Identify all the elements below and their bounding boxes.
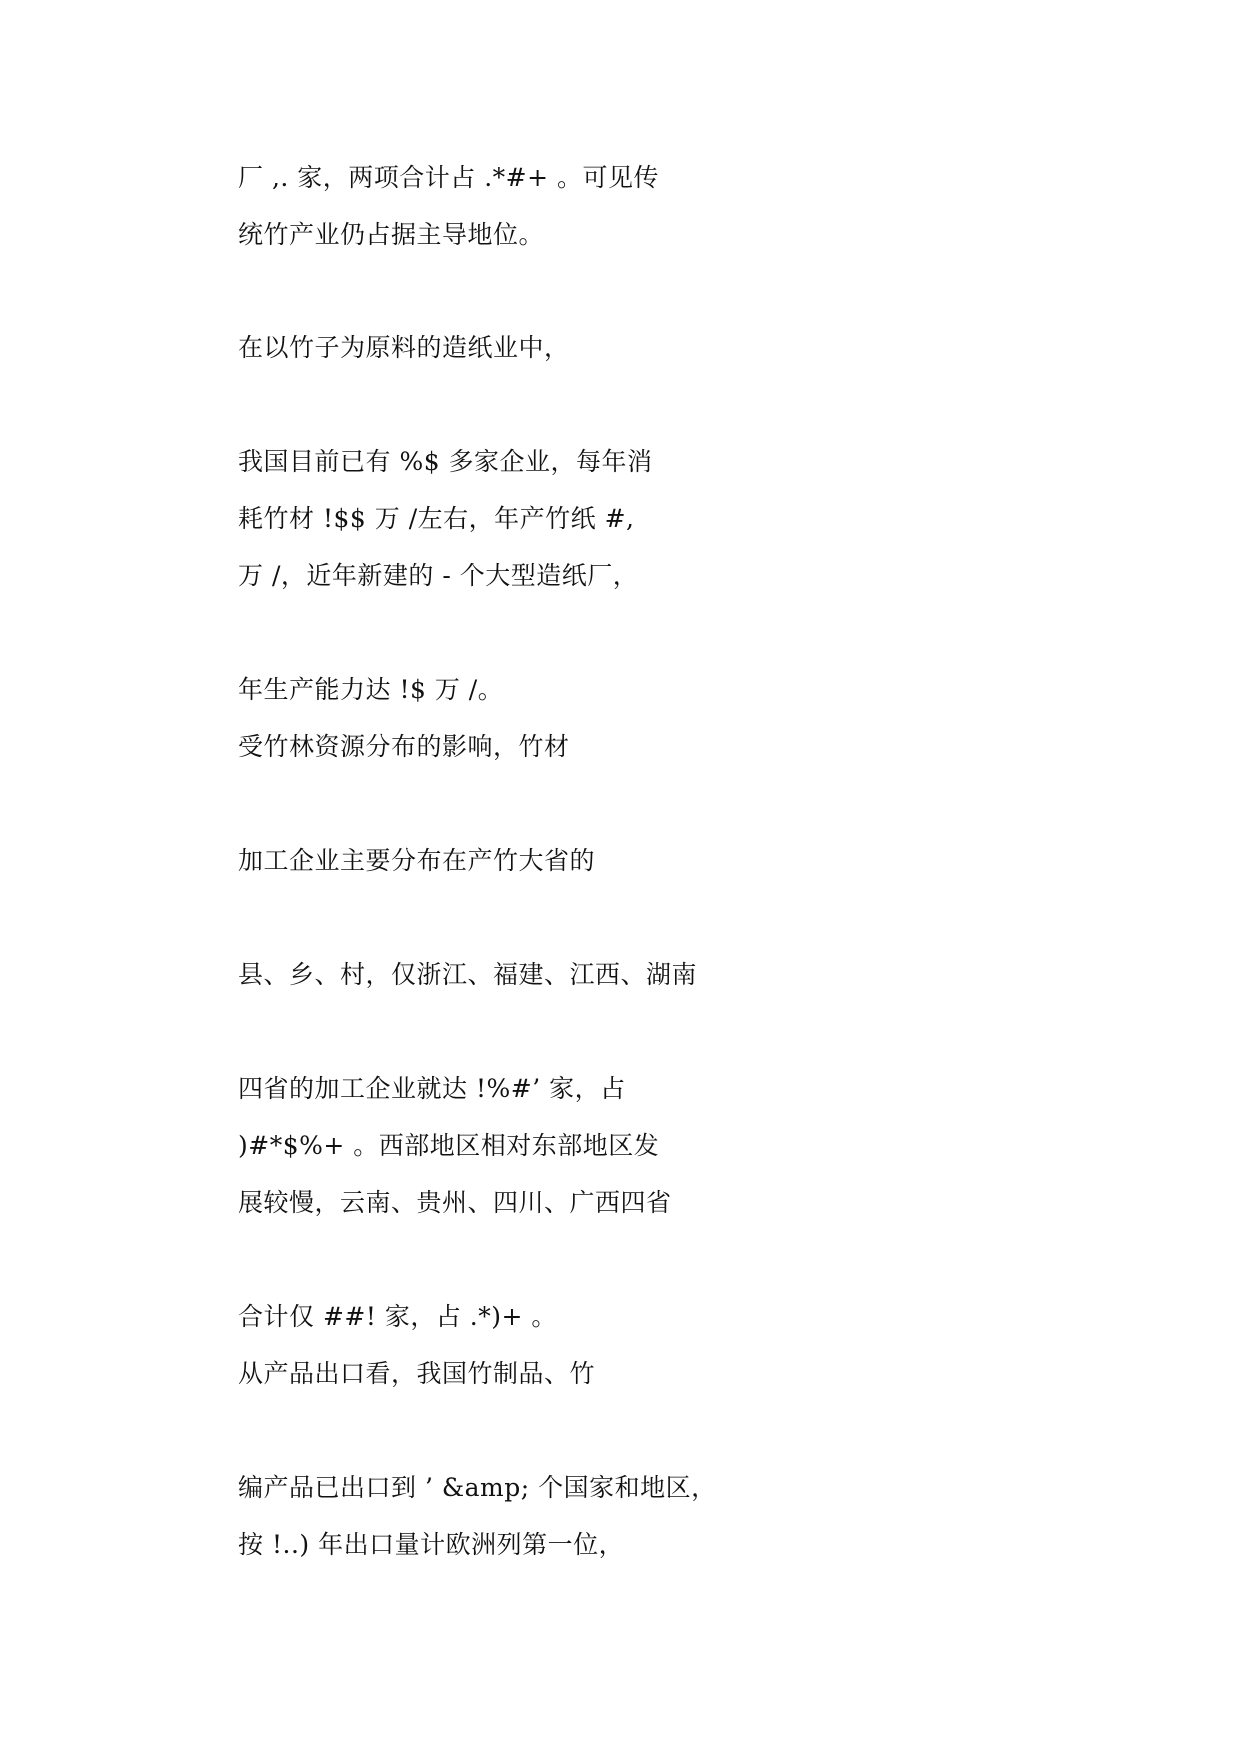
text-line: 展较慢，云南、贵州、四川、广西四省 (238, 1188, 672, 1217)
text-line: 按 !..) 年出口量计欧洲列第一位， (238, 1530, 625, 1559)
text-line: 万 /，近年新建的 - 个大型造纸厂， (238, 561, 639, 590)
text-line: 我国目前已有 %$ 多家企业，每年消 (238, 447, 653, 476)
text-line: 在以竹子为原料的造纸业中， (238, 333, 570, 362)
text-line: 从产品出口看，我国竹制品、竹 (238, 1359, 596, 1388)
text-line: 加工企业主要分布在产竹大省的 (238, 846, 596, 875)
text-line: 年生产能力达 !$ 万 /。 (238, 675, 504, 704)
text-line: 受竹林资源分布的影响，竹材 (238, 732, 570, 761)
text-line: )#*$%+ 。西部地区相对东部地区发 (238, 1131, 660, 1160)
text-line: 四省的加工企业就达 !%#’ 家，占 (238, 1074, 626, 1103)
text-line: 县、乡、村，仅浙江、福建、江西、湖南 (238, 960, 698, 989)
text-line: 编产品已出口到 ’ &amp; 个国家和地区， (238, 1473, 717, 1502)
text-line: 厂 ,. 家，两项合计占 .*#+ 。可见传 (238, 163, 660, 192)
text-line: 统竹产业仍占据主导地位。 (238, 220, 545, 249)
text-line: 合计仅 ##! 家，占 .*)+ 。 (238, 1302, 557, 1331)
text-line: 耗竹材 !$$ 万 /左右，年产竹纸 #, (238, 504, 635, 533)
